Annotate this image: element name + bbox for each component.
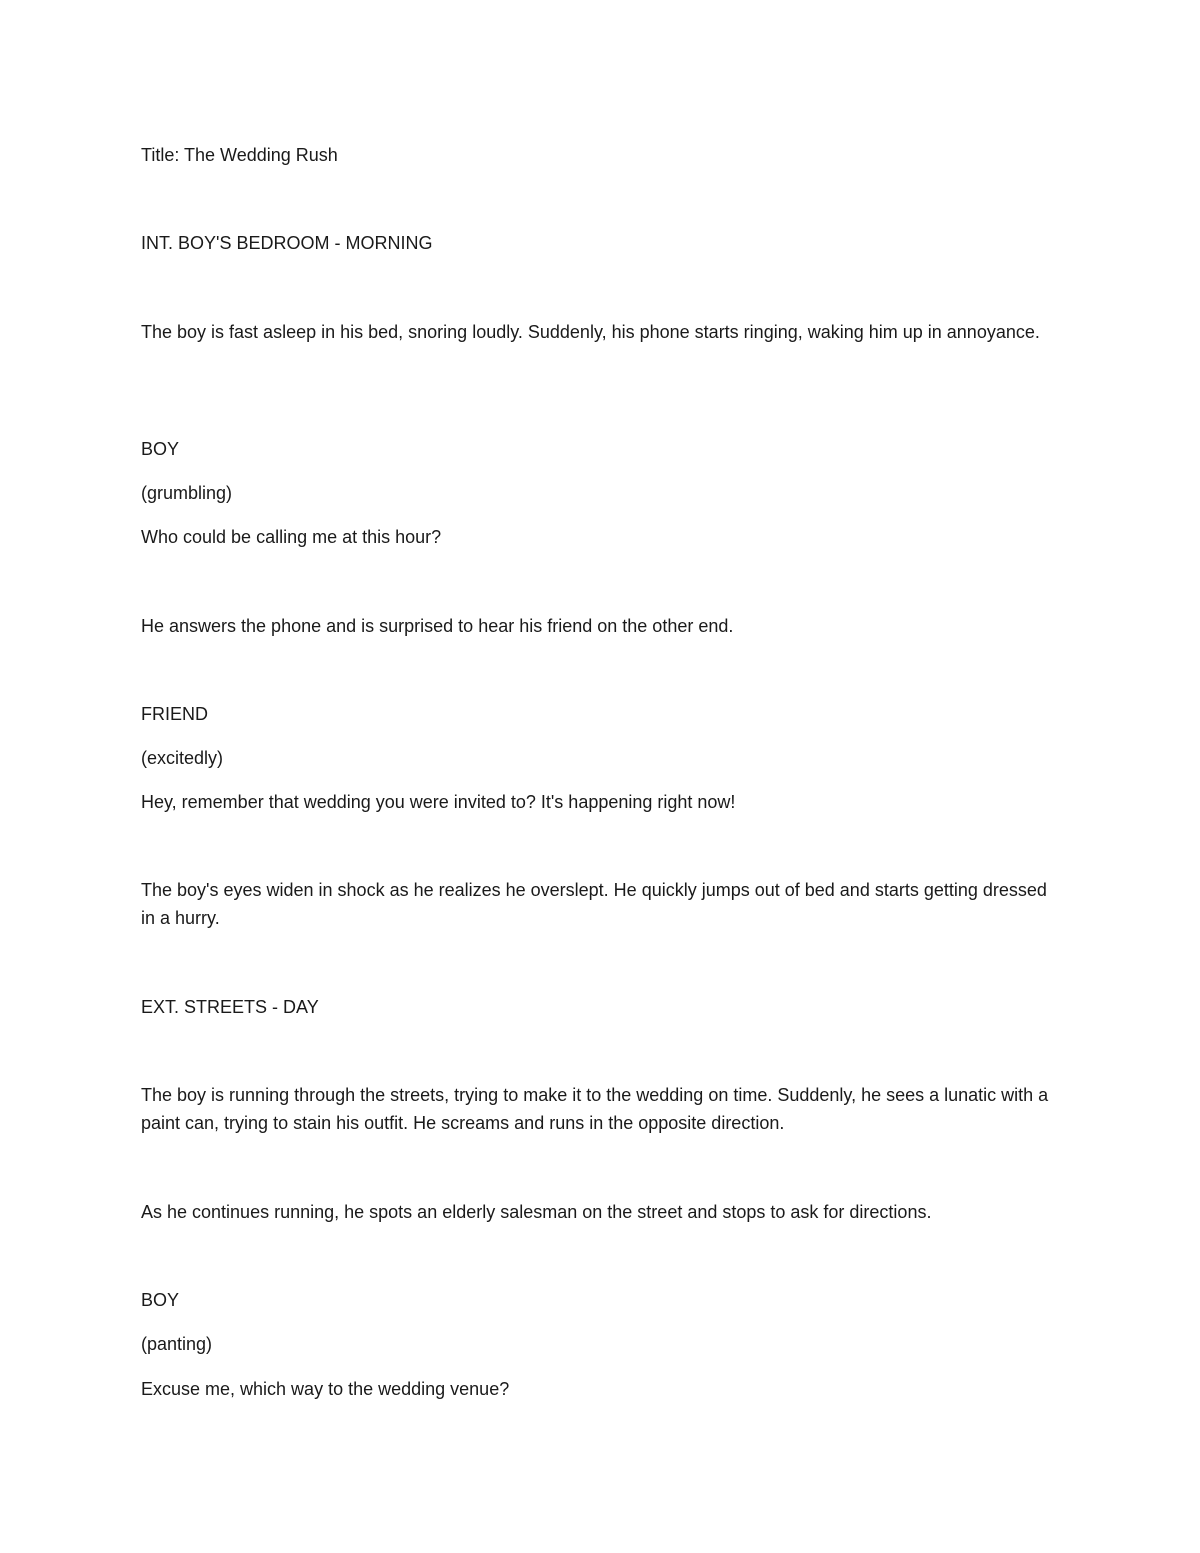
parenthetical: (grumbling) (141, 483, 233, 503)
action-paragraph: The boy is fast asleep in his bed, snoring loudly. Suddenly, his phone starts ringing, waking him up in annoyance. (141, 322, 1040, 342)
scene-heading: INT. BOY'S BEDROOM - MORNING (141, 233, 433, 253)
parenthetical: (excitedly) (141, 748, 224, 768)
dialogue: Excuse me, which way to the wedding venue? (141, 1379, 510, 1399)
character-name: BOY (141, 439, 180, 459)
script-title: Title: The Wedding Rush (141, 145, 338, 165)
dialogue: Who could be calling me at this hour? (141, 527, 442, 547)
action-paragraph: The boy's eyes widen in shock as he realizes he overslept. He quickly jumps out of bed and starts getting dressed in a hurry. (141, 880, 1047, 928)
parenthetical: (panting) (141, 1334, 213, 1354)
action-paragraph: He answers the phone and is surprised to hear his friend on the other end. (141, 616, 734, 636)
scene-heading: EXT. STREETS - DAY (141, 997, 319, 1017)
dialogue: Hey, remember that wedding you were invited to? It's happening right now! (141, 792, 736, 812)
action-paragraph: The boy is running through the streets, trying to make it to the wedding on time. Suddenly, he sees a lunatic with a paint can, trying to stain his outfit. He screams and runs in the opposite direction. (141, 1085, 1049, 1133)
character-name: FRIEND (141, 704, 208, 724)
character-name: BOY (141, 1290, 180, 1310)
action-paragraph: As he continues running, he spots an elderly salesman on the street and stops to ask for directions. (141, 1202, 932, 1222)
